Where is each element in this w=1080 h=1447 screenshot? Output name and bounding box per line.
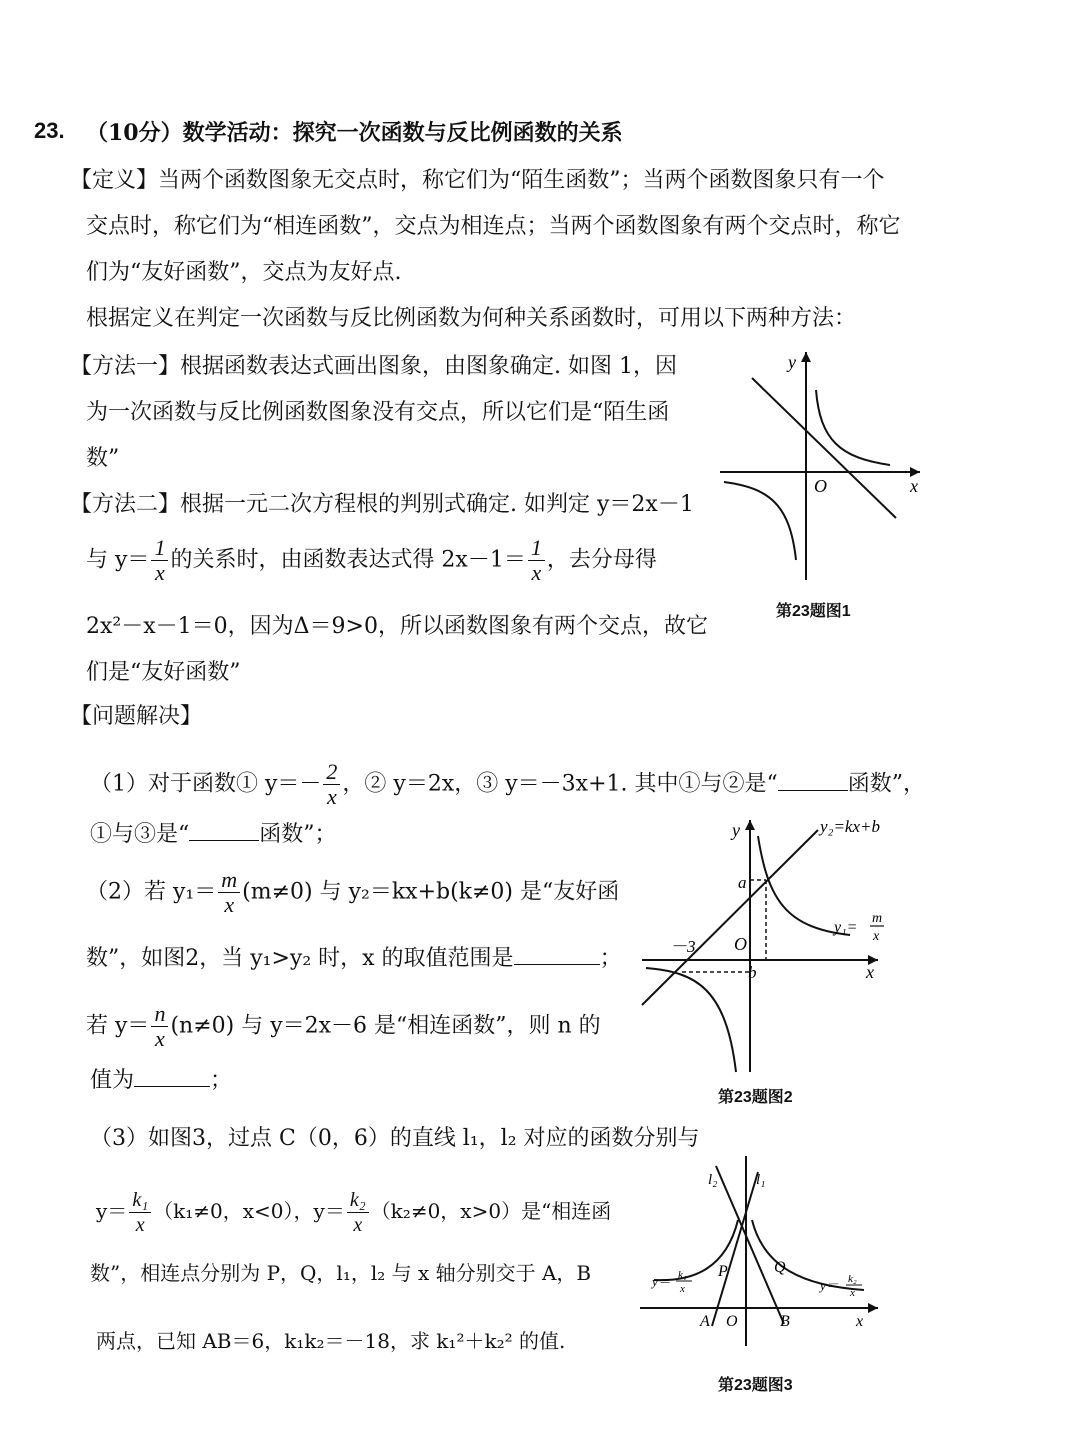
answer-blank-2[interactable] bbox=[189, 818, 259, 841]
fraction-denominator: x bbox=[224, 892, 235, 917]
fig3-left-den: x bbox=[680, 1283, 685, 1295]
fig3-origin-label: O bbox=[726, 1313, 738, 1330]
q1-line-1 bbox=[90, 760, 925, 809]
fig2-y-label: y bbox=[732, 820, 740, 840]
fig2-origin-label: O bbox=[734, 934, 747, 954]
definition-line-1: 【定义】当两个函数图象无交点时，称它们为“陌生函数”；当两个函数图象只有一个 bbox=[70, 168, 885, 193]
fig2-caption: 第23题图2 bbox=[718, 1089, 793, 1106]
fig2-neg3-label: －3 bbox=[670, 937, 696, 956]
fig1-caption: 第23题图1 bbox=[776, 603, 851, 620]
fraction-numerator: k₂ bbox=[347, 1188, 369, 1213]
fig2-hyperbola-branch-2 bbox=[646, 968, 736, 1072]
q2-text-d: 若 y＝ bbox=[86, 1013, 150, 1039]
definition-line-2: 交点时，称它们为“相连函数”，交点为相连点；当两个函数图象有两个交点时，称它 bbox=[86, 214, 901, 239]
fraction-denominator: x bbox=[327, 784, 337, 809]
fig1-y-label: y bbox=[788, 352, 796, 372]
q3-line-1: （3）如图3，过点 C（0，6）的直线 l₁，l₂ 对应的函数分别与 bbox=[90, 1126, 700, 1151]
fraction-numerator: n bbox=[151, 1002, 168, 1027]
fig1-hyperbola-branch-1 bbox=[816, 390, 890, 465]
fig2-y-arrow bbox=[745, 820, 755, 830]
fig3-b-label: B bbox=[780, 1313, 790, 1330]
q1-text-d: ①与③是“ bbox=[90, 822, 190, 847]
q2-text-e: (n≠0) 与 y＝2x－6 是“相连函数”，则 n 的 bbox=[170, 1013, 601, 1039]
q1-text-e: 函数”； bbox=[259, 822, 337, 847]
fraction-denominator: x bbox=[155, 1026, 165, 1051]
fraction-numerator: 1 bbox=[151, 536, 168, 561]
q2-line-1 bbox=[86, 868, 619, 917]
fig3-a-label: A bbox=[700, 1313, 710, 1330]
answer-blank-3[interactable] bbox=[514, 942, 600, 965]
q3-text-b3: （k₂≠0，x>0）是“相连函 bbox=[370, 1199, 612, 1223]
fig3-x-label: x bbox=[856, 1313, 864, 1330]
fraction-1-over-x bbox=[151, 536, 168, 585]
q1-text-a: （1）对于函数① y＝－ bbox=[90, 771, 322, 797]
fraction-denominator: x bbox=[531, 560, 542, 585]
fig2-x-label: x bbox=[866, 962, 874, 982]
fraction-numerator: 2 bbox=[323, 760, 340, 785]
q3-line-4: 两点，已知 AB＝6，k₁k₂＝－18，求 k₁²＋k₂² 的值. bbox=[96, 1329, 566, 1353]
problem-header: 【问题解决】 bbox=[70, 704, 203, 729]
q2-text-c: 数”，如图2，当 y₁>y₂ 时，x 的取值范围是 bbox=[86, 946, 514, 971]
fraction-denominator: x bbox=[155, 560, 165, 585]
method2-text-a: 与 y＝ bbox=[86, 547, 150, 573]
method1-line-1: 【方法一】根据函数表达式画出图象，由图象确定. 如图 1，因 bbox=[70, 354, 677, 379]
fig3-right-num: k₂ bbox=[848, 1273, 857, 1285]
method2-text-c: ，去分母得 bbox=[546, 547, 657, 573]
fig1-hyperbola-branch-2 bbox=[724, 482, 796, 560]
fraction-2-over-x bbox=[323, 760, 340, 809]
fraction-n-over-x bbox=[151, 1002, 168, 1051]
figure-2 bbox=[636, 810, 916, 1080]
q3-text-b1: y＝ bbox=[96, 1199, 128, 1223]
fig1-linear-line bbox=[752, 378, 896, 518]
fraction-k2-over-x bbox=[347, 1188, 369, 1237]
fig2-line-label: y₂=kx+b bbox=[820, 817, 880, 836]
q1-text-b: ，② y＝2x，③ y＝－3x+1. 其中①与②是“ bbox=[342, 771, 778, 797]
q2-text-f2: ； bbox=[210, 1068, 233, 1093]
fig2-curve-den: x bbox=[873, 929, 880, 944]
fig3-right-den: x bbox=[850, 1287, 855, 1299]
fig1-origin-label: O bbox=[814, 476, 827, 496]
method2-line-4: 们是“友好函数” bbox=[86, 660, 241, 685]
fraction-numerator: 1 bbox=[528, 536, 545, 561]
q2-line-3 bbox=[86, 1002, 601, 1051]
q2-text-c2: ； bbox=[599, 946, 622, 971]
fig1-y-arrow bbox=[801, 352, 811, 362]
fig1-x-label: x bbox=[910, 476, 918, 496]
fig3-left-label: y＝ bbox=[652, 1274, 671, 1289]
fig2-curve-label: y₁= bbox=[834, 919, 858, 936]
q2-text-f: 值为 bbox=[90, 1068, 135, 1093]
fraction-1-over-x-2 bbox=[528, 536, 545, 585]
method1-line-3: 数” bbox=[86, 446, 120, 471]
q3-line-3: 数”，相连点分别为 P，Q，l₁，l₂ 与 x 轴分别交于 A，B bbox=[90, 1261, 592, 1285]
fraction-k1-over-x bbox=[129, 1188, 151, 1237]
fraction-denominator: x bbox=[135, 1214, 145, 1236]
q2-text-b: (m≠0) 与 y₂＝kx+b(k≠0) 是“友好函 bbox=[242, 879, 620, 905]
method2-text-b: 的关系时，由函数表达式得 2x－1＝ bbox=[170, 547, 526, 573]
fig2-linear-line bbox=[642, 830, 818, 1005]
answer-blank-4[interactable] bbox=[134, 1064, 210, 1087]
fig3-caption: 第23题图3 bbox=[718, 1377, 793, 1394]
fig3-l1-label: l₁ bbox=[756, 1172, 766, 1188]
definition-line-3: 们为“友好函数”，交点为友好点. bbox=[86, 260, 402, 285]
fig3-right-label: y＝ bbox=[820, 1278, 839, 1293]
answer-blank-1[interactable] bbox=[778, 768, 848, 791]
method2-line-1: 【方法二】根据一元二次方程根的判别式确定. 如判定 y＝2x－1 bbox=[70, 492, 694, 517]
fraction-numerator: m bbox=[218, 868, 240, 893]
fig3-line-l2 bbox=[716, 1166, 784, 1324]
q2-line-2 bbox=[86, 942, 622, 974]
fig2-curve-num: m bbox=[872, 911, 883, 926]
q3-text-b2: （k₁≠0，x<0），y＝ bbox=[153, 1199, 345, 1223]
question-number: 23. bbox=[34, 118, 65, 143]
q1-text-c: 函数”， bbox=[847, 771, 925, 797]
fraction-m-over-x bbox=[218, 868, 240, 917]
q2-line-4 bbox=[90, 1064, 232, 1096]
method2-line-2 bbox=[86, 536, 657, 585]
method2-line-3: 2x²－x－1＝0，因为Δ＝9>0，所以函数图象有两个交点，故它 bbox=[86, 614, 708, 639]
fig3-q-label: Q bbox=[774, 1259, 786, 1276]
fig2-a-label: a bbox=[738, 873, 747, 892]
fig3-l2-label: l₂ bbox=[708, 1172, 718, 1188]
method1-line-2: 为一次函数与反比例函数图象没有交点，所以它们是“陌生函 bbox=[86, 400, 670, 425]
q1-line-2 bbox=[90, 818, 337, 850]
q3-line-2 bbox=[96, 1188, 611, 1237]
question-title: （10分）数学活动：探究一次函数与反比例函数的关系 bbox=[86, 120, 623, 146]
fig3-left-num: k₁ bbox=[678, 1269, 687, 1281]
figure-1 bbox=[710, 340, 940, 590]
fig3-x-arrow bbox=[868, 1303, 878, 1313]
fig3-p-label: P bbox=[718, 1263, 728, 1280]
figure-3 bbox=[634, 1150, 894, 1350]
intro-text: 根据定义在判定一次函数与反比例函数为何种关系函数时，可用以下两种方法： bbox=[86, 306, 857, 331]
fig2-b-label: b bbox=[748, 963, 757, 982]
fraction-denominator: x bbox=[353, 1214, 363, 1236]
fraction-numerator: k₁ bbox=[129, 1188, 151, 1213]
q2-text-a: （2）若 y₁＝ bbox=[86, 879, 217, 905]
